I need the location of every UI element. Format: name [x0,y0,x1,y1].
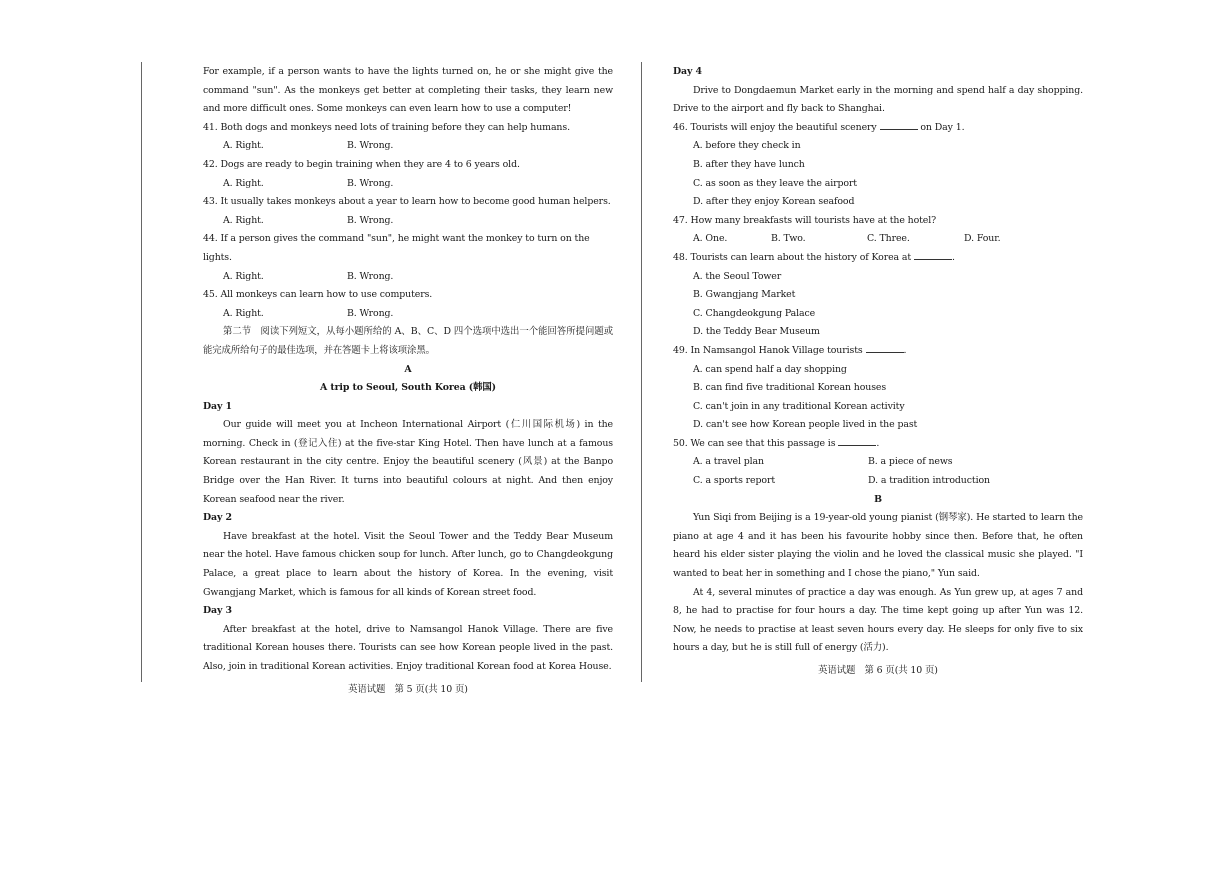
option-a: A. can spend half a day shopping [693,363,847,375]
option-c: C. Three. [867,233,910,245]
stem-text: 50. We can see that this passage is [673,437,836,449]
option-a: A. Right. [223,177,264,189]
option-a: A. Right. [223,140,264,152]
option-b: B. Wrong. [347,307,394,319]
stem-text-end: . [903,344,907,356]
question-46 [673,119,1083,212]
intro-paragraph: For example, if a person wants to have the lights turned on, he or she might give the command "sun". As the monkeys get better at completing their tasks, they learn new and more difficult ones. Some monkeys can even learn how to use a computer! [203,66,613,115]
question-48 [673,249,1083,342]
page-footer: 英语试题 第 6 页(共 10 页) [818,665,938,676]
stem-text-end: . [951,251,955,263]
question-stem: 45. All monkeys can learn how to use computers. [203,289,433,301]
question-45 [203,286,613,323]
passage-title: A trip to Seoul, South Korea (韩国) [320,382,496,394]
question-49 [673,342,1083,435]
question-42 [203,156,613,193]
option-d: D. the Teddy Bear Museum [693,326,820,338]
answer-blank [838,436,876,446]
option-a: A. Right. [223,214,264,226]
option-a: A. One. [693,233,728,245]
option-b: B. after they have lunch [693,158,805,170]
option-b: B. Gwangjang Market [693,289,796,301]
passage-b-paragraph-2: At 4, several minutes of practice a day was enough. As Yun grew up, at ages 7 and 8, he had to practise for four hours a day. The time kept going up after Yun was 12. Now, he needs to practise at least seven hours every day. He sleeps for only five to six hours a day, but he is still full of energy (活力). [673,586,1083,654]
option-d: D. can't see how Korean people lived in the past [693,419,918,431]
option-a: A. before they check in [693,140,801,152]
option-c: C. can't join in any traditional Korean activity [693,400,905,412]
question-47 [673,212,1083,249]
option-a: A. the Seoul Tower [693,270,782,282]
day-1-label: Day 1 [203,400,232,412]
option-a: A. a travel plan [693,456,764,468]
passage-letter-b: B [874,493,882,505]
option-d: D. Four. [964,233,1001,245]
option-b: B. can find five traditional Korean houses [693,382,887,394]
day-4-text: Drive to Dongdaemun Market early in the morning and spend half a day shopping. Drive to the airport and fly back to Shanghai. [673,84,1083,115]
option-b: B. Wrong. [347,177,394,189]
question-stem: 44. If a person gives the command "sun", he might want the monkey to turn on the lights. [203,233,590,263]
question-stem: 42. Dogs are ready to begin training when they are 4 to 6 years old. [203,158,520,170]
day-2-label: Day 2 [203,512,232,524]
answer-blank [880,120,918,130]
question-stem: 47. How many breakfasts will tourists have at the hotel? [673,214,937,226]
stem-text-end: . [876,437,880,449]
day-2-text: Have breakfast at the hotel. Visit the Seoul Tower and the Teddy Bear Museum near the hotel. Have famous chicken soup for lunch. After lunch, go to Changdeokgung Palace, a great place to learn about the history of Korea. In the evening, visit Gwangjang Market, which is famous for all kinds of Korean street food. [203,530,613,598]
option-c: C. a sports report [693,475,775,487]
section-instruction: 第二节 阅读下列短文，从每小题所给的 A、B、C、D 四个选项中选出一个能回答所提问题或能完成所给句子的最佳选项，并在答题卡上将该项涂黑。 [203,326,613,356]
passage-b-paragraph-1: Yun Siqi from Beijing is a 19-year-old young pianist (钢琴家). He started to learn the piano at age 4 and it has been his favourite hobby since then. Before that, he often heard his elder sister playing the violin and he loved the classical music she played. "I wanted to beat her in something and I chose the piano," Yun said. [673,512,1083,580]
option-c: C. Changdeokgung Palace [693,307,816,319]
question-stem [673,249,1083,268]
stem-text: 48. Tourists can learn about the history of Korea at [673,251,912,263]
option-b: B. Wrong. [347,140,394,152]
question-41 [203,119,613,156]
day-1-text: Our guide will meet you at Incheon International Airport (仁川国际机场) in the morning. Check in (登记入住) at the five-star King Hotel. Then have lunch at a famous Korean restaurant in the city centre. Enjoy the beautiful scenery (风景) at the Banpo Bridge over the Han River. It turns into beautiful colours at night. And then enjoy Korean seafood near the river. [203,419,613,505]
option-d: D. after they enjoy Korean seafood [693,196,855,208]
stem-text: 49. In Namsangol Hanok Village tourists [673,344,863,356]
page-footer: 英语试题 第 5 页(共 10 页) [348,683,468,695]
right-page [673,63,1083,681]
page-divider-line [641,62,642,682]
day-3-label: Day 3 [203,605,232,617]
option-b: B. a piece of news [868,456,953,468]
day-3-text: After breakfast at the hotel, drive to Namsangol Hanok Village. There are five traditional Korean houses there. Tourists can see how Korean people lived in the past. Also, join in traditional Korean activities. Enjoy traditional Korean food at Korea House. [203,623,613,672]
question-stem [673,342,1083,361]
question-43 [203,193,613,230]
passage-letter-a: A [404,363,412,375]
day-4-label: Day 4 [673,66,702,77]
question-50 [673,435,1083,491]
option-a: A. Right. [223,307,264,319]
stem-text: 46. Tourists will enjoy the beautiful scenery [673,121,877,133]
option-c: C. as soon as they leave the airport [693,177,857,189]
left-margin-line [141,62,142,682]
question-stem [673,435,1083,454]
stem-text-end: on Day 1. [920,121,965,133]
option-b: B. Wrong. [347,270,394,282]
option-b: B. Wrong. [347,214,394,226]
option-d: D. a tradition introduction [868,475,990,487]
answer-blank [866,343,904,353]
option-a: A. Right. [223,270,264,282]
option-b: B. Two. [771,233,806,245]
answer-blank [914,250,952,260]
question-stem: 41. Both dogs and monkeys need lots of training before they can help humans. [203,121,570,133]
question-stem: 43. It usually takes monkeys about a year to learn how to become good human helpers. [203,196,611,208]
question-stem [673,119,1083,138]
question-44 [203,230,613,286]
left-page [203,63,613,699]
